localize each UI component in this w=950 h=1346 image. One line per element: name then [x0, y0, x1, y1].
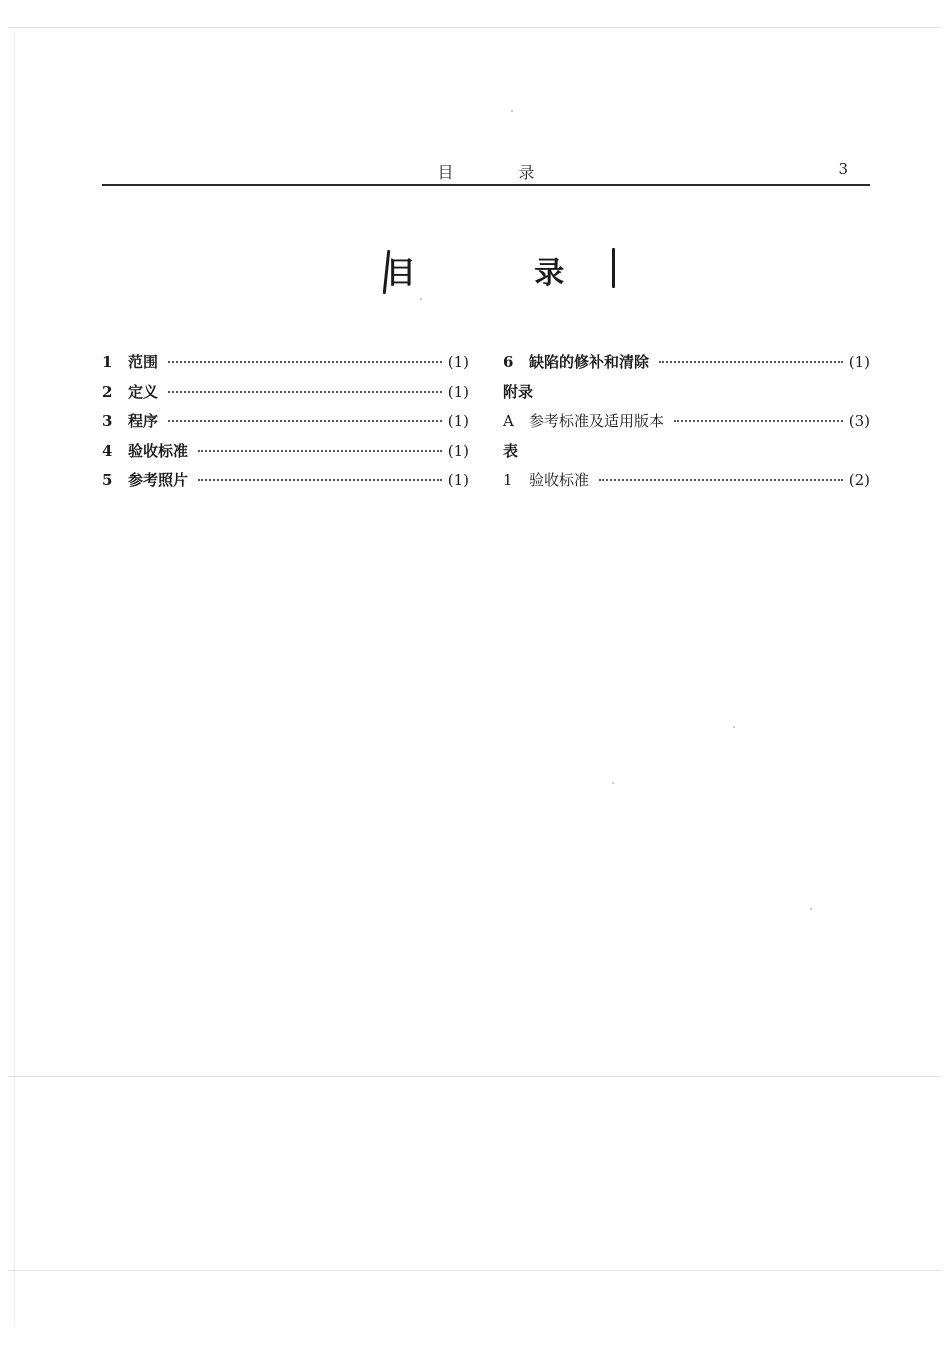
- toc-entry-page: (1): [447, 353, 469, 371]
- toc-entry-label: 程序: [128, 412, 159, 430]
- toc-entry-number: 1: [503, 471, 513, 489]
- scan-speck: [511, 110, 513, 112]
- toc-entry-number: 5: [102, 471, 113, 489]
- table-heading: 表: [503, 441, 519, 460]
- toc-entry-table-1[interactable]: [503, 466, 870, 496]
- toc-entry-page: (3): [848, 412, 870, 430]
- toc-entry[interactable]: [102, 466, 469, 496]
- toc-entry-label: 参考照片: [128, 471, 189, 489]
- dot-leader: [168, 420, 442, 422]
- page-title: [0, 252, 950, 296]
- scan-line-top: [8, 27, 942, 28]
- scan-speck: [733, 726, 735, 728]
- toc-entry[interactable]: [102, 407, 469, 437]
- header-title: 目 录: [437, 163, 565, 182]
- toc-entry-number: 4: [102, 441, 113, 460]
- toc-entry-label: 参考标准及适用版本: [529, 412, 665, 430]
- toc-entry-number: A: [503, 412, 514, 430]
- appendix-heading-row: [503, 378, 870, 408]
- toc-entry-label: 验收标准: [529, 471, 590, 489]
- toc-entry-label: 范围: [128, 353, 159, 371]
- toc-entry-label: 缺陷的修补和清除: [529, 353, 650, 371]
- page-title-text: 目 录: [385, 256, 619, 291]
- running-header: [102, 158, 870, 186]
- toc-entry-page: (1): [447, 412, 469, 430]
- scan-speck: [420, 298, 422, 300]
- dot-leader: [198, 450, 442, 452]
- toc-entry-page: (1): [447, 441, 469, 460]
- toc-entry-page: (1): [447, 471, 469, 489]
- scan-speck: [612, 782, 614, 784]
- toc-entry-appendix-a[interactable]: [503, 407, 870, 437]
- toc-entry-number: 1: [102, 353, 113, 371]
- dot-leader: [659, 361, 843, 363]
- scan-line-mid: [8, 1076, 942, 1077]
- toc-entry-page: (1): [447, 382, 469, 401]
- dot-leader: [198, 479, 442, 481]
- toc-entry-page: (2): [848, 471, 870, 489]
- table-heading-row: [503, 437, 870, 467]
- dot-leader: [599, 479, 843, 481]
- toc-entry-label: 定义: [128, 382, 159, 401]
- toc-entry-number: 6: [503, 353, 514, 371]
- toc-right-column: [503, 348, 870, 496]
- header-rule: [102, 184, 870, 186]
- toc-entry[interactable]: [102, 378, 469, 408]
- toc-entry[interactable]: [102, 348, 469, 378]
- toc-left-column: [102, 348, 469, 496]
- toc-entry[interactable]: [102, 437, 469, 467]
- scan-line-bottom: [8, 1270, 942, 1271]
- scan-edge: [14, 30, 15, 1326]
- toc-entry-number: 3: [102, 412, 113, 430]
- toc-entry-6[interactable]: [503, 348, 870, 378]
- scan-speck: [810, 908, 812, 910]
- header-page-number: 3: [838, 160, 848, 178]
- appendix-heading: 附录: [503, 382, 534, 401]
- toc-entry-page: (1): [848, 353, 870, 371]
- dot-leader: [168, 361, 442, 363]
- dot-leader: [168, 391, 442, 393]
- dot-leader: [674, 420, 843, 422]
- toc-entry-label: 验收标准: [128, 441, 189, 460]
- toc-entry-number: 2: [102, 382, 113, 401]
